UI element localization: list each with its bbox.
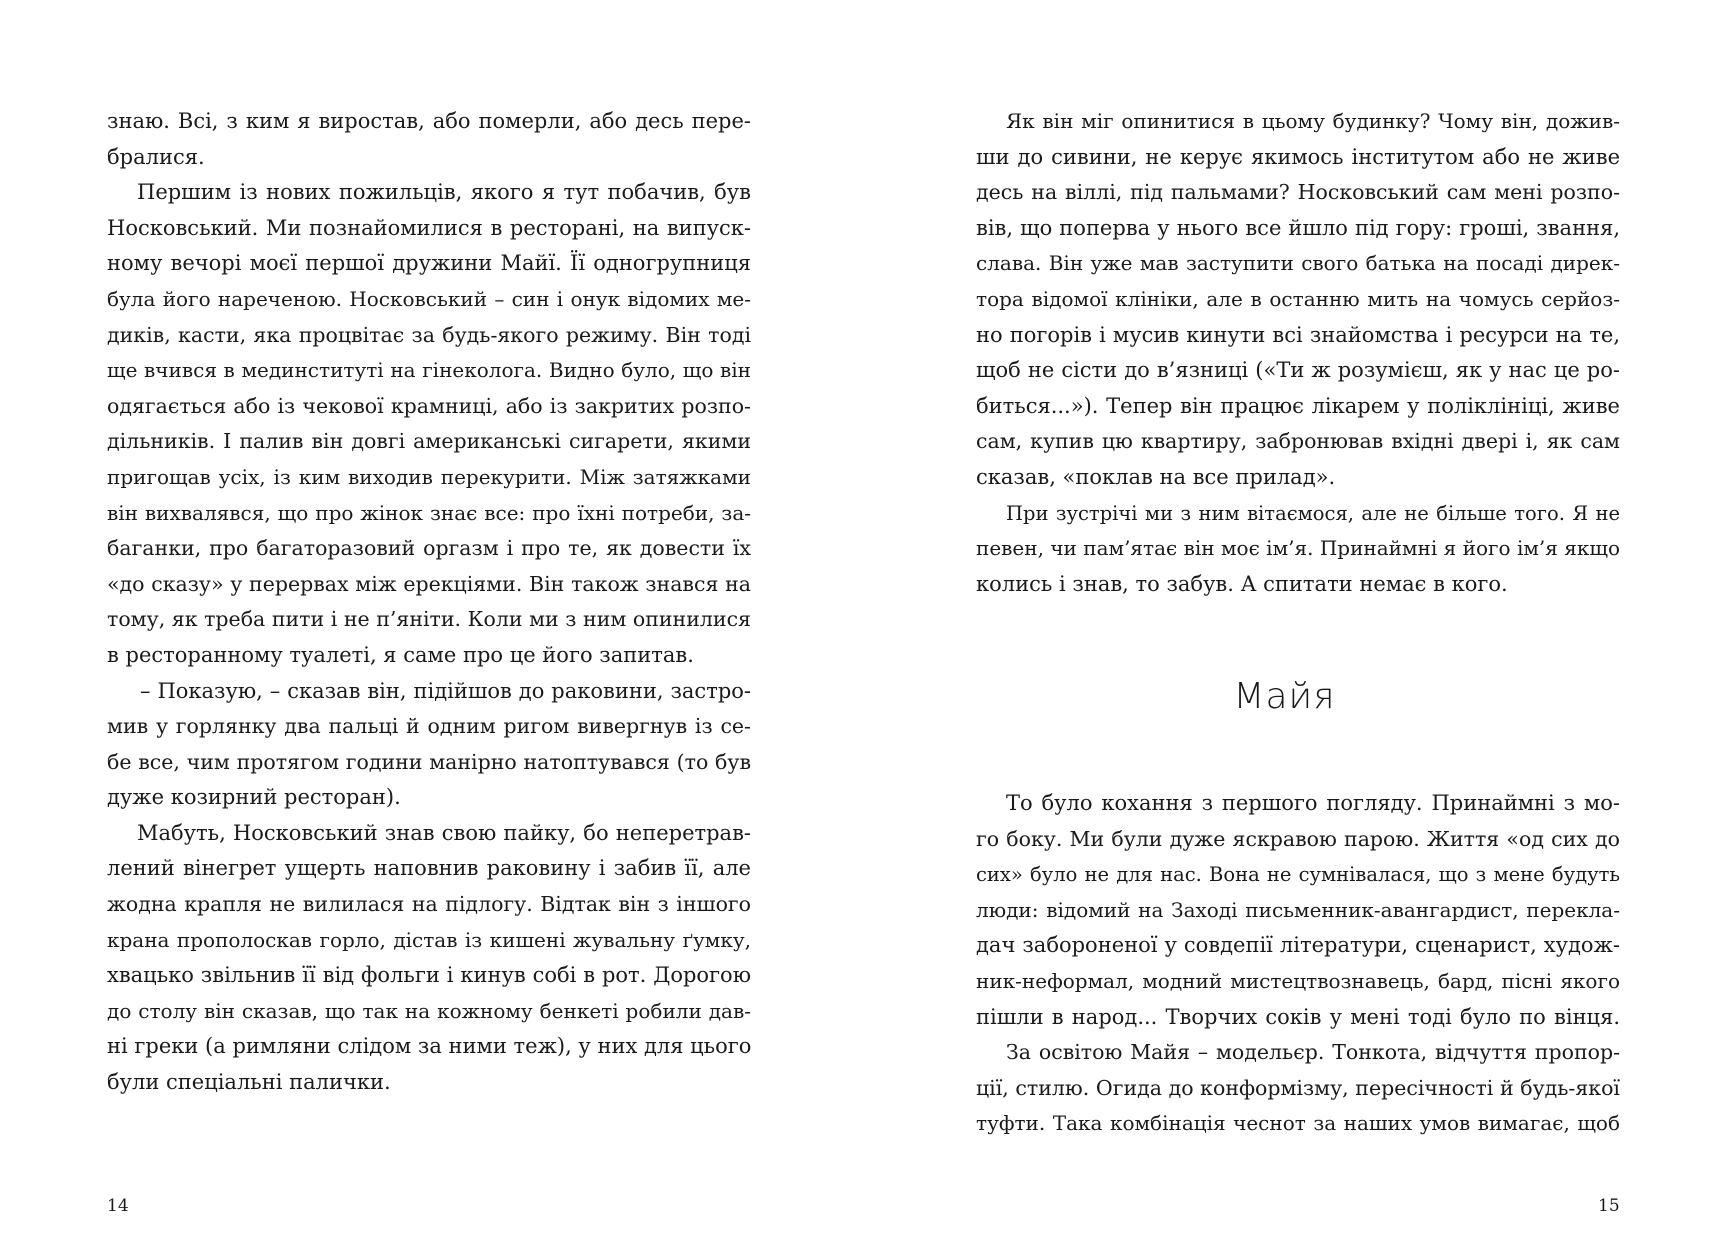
text-line: Носковський. Ми познайомилися в ресторані, на випуск- xyxy=(107,215,751,240)
text-line: в ресторанному туалеті, я саме про це його запитав. xyxy=(107,642,694,667)
text-line: То було кохання з першого погляду. Принаймні з мо- xyxy=(1006,791,1620,815)
chapter-title: Майя xyxy=(1233,676,1336,717)
text-line: одягається або із чекової крамниці, або із закритих розпо- xyxy=(107,393,751,418)
text-line: При зустрічі ми з ним вітаємося, але не більше того. Я не xyxy=(1006,501,1620,525)
left-page-text xyxy=(107,104,751,1101)
text-line: крана прополоскав горло, дістав із кишені жувальну ґумку, xyxy=(107,927,751,952)
text-line: були спеціальні палички. xyxy=(107,1070,391,1095)
text-line: слава. Він уже мав заступити свого батька на посаді дирек- xyxy=(976,251,1620,276)
text-line: бе все, чим протягом години манірно натоптувався (то був xyxy=(107,749,751,774)
left-page-number: 14 xyxy=(107,1196,129,1216)
text-line: дач забороненої у совдепії літератури, сценарист, худож- xyxy=(976,933,1620,958)
text-line: тора відомої клініки, але в останню мить на чомусь серйоз- xyxy=(976,286,1620,311)
left-page xyxy=(0,0,856,1258)
text-line: певен, чи пам’ятає він моє ім’я. Принаймні я його ім’я якщо xyxy=(976,536,1620,561)
text-line: до столу він сказав, що так на кожному бенкеті робили дав- xyxy=(107,998,751,1023)
text-line: люди: відомий на Заході письменник-авангардист, перекла- xyxy=(976,897,1620,922)
right-page-number: 15 xyxy=(1598,1196,1620,1216)
text-line: щоб не сісти до в’язниці («Ти ж розумієш, як у нас це ро- xyxy=(976,358,1620,383)
text-line: Першим із нових пожильців, якого я тут побачив, був xyxy=(137,180,751,205)
text-line: ши до сивини, не керує якимось інститутом або не живе xyxy=(976,144,1620,169)
text-line: туфти. Така комбінація чеснот за наших умов вимагає, щоб xyxy=(976,1111,1620,1136)
text-line: вів, що поперва у нього все йшло під гору: гроші, звання, xyxy=(976,215,1620,240)
text-line: знаю. Всі, з ким я виростав, або померли, або десь пере- xyxy=(107,109,751,133)
text-line: тому, як треба пити і не п’яніти. Коли ми з ним опинилися xyxy=(107,607,751,632)
text-line: пішли в народ... Творчих соків у мені тоді було по вінця. xyxy=(976,1004,1620,1029)
text-line: сих» було не для нас. Вона не сумнівалася, що з мене будуть xyxy=(976,863,1620,887)
text-line: ще вчився в мединституті на гінеколога. Видно було, що він xyxy=(107,358,751,383)
right-page xyxy=(856,0,1713,1258)
text-line: бралися. xyxy=(107,144,205,169)
text-line: Як він міг опинитися в цьому будинку? Чому він, дожив- xyxy=(1006,109,1620,133)
text-line: биться...»). Тепер він працює лікарем у поліклініці, живе xyxy=(976,393,1620,418)
text-line: баганки, про багаторазовий оргазм і про те, як довести їх xyxy=(107,536,751,561)
text-line: він вихвалявся, що про жінок знає все: про їхні потреби, за- xyxy=(107,500,751,525)
text-line: ник-неформал, модний мистецтвознавець, бард, пісні якого xyxy=(976,968,1620,993)
text-line: дільників. І палив він довгі американські сигарети, якими xyxy=(107,429,751,454)
text-line: колись і знав, то забув. А спитати немає в кого. xyxy=(976,571,1508,596)
right-page-text-top xyxy=(976,104,1620,602)
text-line: ному вечорі моєї першої дружини Майї. Її одногрупниця xyxy=(107,251,751,276)
text-line: но погорів і мусив кинути всі знайомства і ресурси на те, xyxy=(976,322,1620,347)
text-line: жодна крапля не вилилася на підлогу. Відтак він з іншого xyxy=(107,892,751,917)
text-line: хвацько звільнив її від фольги і кинув собі в рот. Дорогою xyxy=(107,963,751,988)
text-line: ції, стилю. Огида до конформізму, пересічності й будь-якої xyxy=(976,1075,1620,1100)
text-line: диків, касти, яка процвітає за будь-якого режиму. Він тоді xyxy=(107,322,751,347)
text-line: За освітою Майя – модельєр. Тонкота, відчуття пропор- xyxy=(1006,1040,1620,1065)
text-line: мив у горлянку два пальці й одним ригом вивергнув із се- xyxy=(107,714,751,739)
text-line: Мабуть, Носковський знав свою пайку, бо неперетрав- xyxy=(137,820,751,845)
text-line: сказав, «поклав на все прилад». xyxy=(976,464,1336,489)
text-line: була його нареченою. Носковський – син і онук відомих ме- xyxy=(107,286,751,311)
text-line: десь на віллі, під пальмами? Носковський сам мені розпо- xyxy=(976,180,1620,205)
text-line: – Показую, – сказав він, підійшов до раковини, застро- xyxy=(140,678,751,703)
right-page-text-bottom xyxy=(976,786,1620,1142)
text-line: пригощав усіх, із ким виходив перекурити. Між затяжками xyxy=(107,464,751,489)
text-line: лений вінегрет ущерть наповнив раковину і забив її, але xyxy=(107,856,751,881)
text-line: дуже козирний ресторан). xyxy=(107,785,401,810)
text-line: го боку. Ми були дуже яскравою парою. Життя «од сих до xyxy=(976,826,1620,851)
text-line: «до сказу» у перервах між ерекціями. Він також знався на xyxy=(107,571,751,596)
text-line: сам, купив цю квартиру, забронював вхідні двері і, як сам xyxy=(976,429,1620,454)
text-line: ні греки (а римляни слідом за ними теж), у них для цього xyxy=(107,1034,752,1059)
